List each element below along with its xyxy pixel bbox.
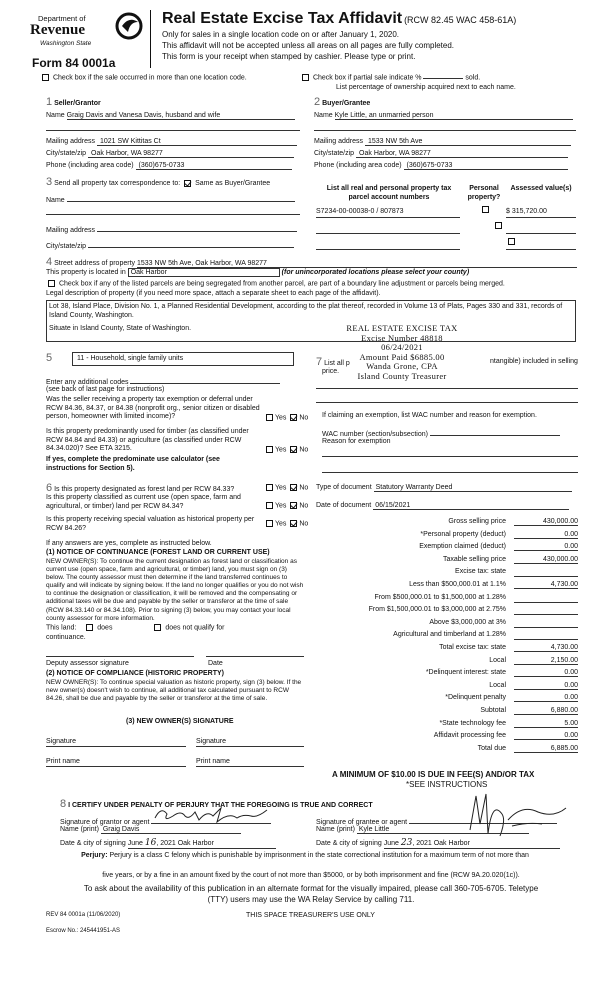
tax-row-label: Less than $500,000.01 at 1.1% xyxy=(409,581,506,588)
tax-row-value[interactable] xyxy=(514,631,578,640)
sec4-segregated-row xyxy=(46,280,586,287)
legal-description-1: Lot 38, Island Place, Division No. 1, a Planned Residential Development, according to the plat thereof, recorded in Volume 13 of Plats, Pages 330 and 331, records of Island County, Washington. xyxy=(49,303,563,319)
sec6-q2-answers xyxy=(264,502,308,509)
buyer-heading xyxy=(314,96,370,108)
doc-type-label: Type of document xyxy=(316,484,372,491)
sec7-text-a: List all p xyxy=(324,360,350,367)
grantee-date-row xyxy=(316,838,560,849)
sec6-q1-yes-label: Yes xyxy=(275,484,287,492)
partial-sale-checkbox[interactable] xyxy=(302,74,309,81)
perjury-label: Perjury: xyxy=(81,852,108,859)
tax-row-label: Total excise tax: state xyxy=(439,644,506,651)
buyer-name-field[interactable]: Kyle Little, an unmarried person xyxy=(335,112,573,120)
sec5-q1-yes-checkbox[interactable] xyxy=(266,414,273,421)
buyer-name-row xyxy=(314,112,573,120)
deputy-date-field[interactable] xyxy=(206,656,304,657)
sec4-located-row xyxy=(46,268,469,277)
tax-row xyxy=(316,581,578,591)
buyer-phone-label: Phone (including area code) xyxy=(314,162,402,169)
buyer-phone-field[interactable]: (360)675-0733 xyxy=(404,162,568,170)
revenue-text: Revenue xyxy=(30,22,85,38)
buyer-name-extra-line[interactable] xyxy=(314,130,576,131)
sec3-send-row xyxy=(46,176,270,188)
buyer-mail-field[interactable]: 1533 NW 5th Ave xyxy=(365,138,571,146)
notice1-title: (1) NOTICE OF CONTINUANCE (FOREST LAND OR CURRENT USE) xyxy=(46,549,270,556)
sec5-q2-yes-label: Yes xyxy=(275,446,287,454)
sec6-q1-answers xyxy=(264,484,308,491)
tax-row xyxy=(316,531,578,541)
seller-name-row xyxy=(46,112,300,120)
grantor-date-rest: , 2021 Oak Harbor xyxy=(156,840,214,847)
use-code-select[interactable]: 11 - Household, single family units xyxy=(72,352,294,366)
tax-row-label: From $500,000.01 to $1,500,000 at 1.28% xyxy=(374,593,506,601)
notice2-title: (2) NOTICE OF COMPLIANCE (HISTORIC PROPERTY) xyxy=(46,670,224,677)
tax-row xyxy=(316,669,578,679)
tax-row-label: From $1,500,000.01 to $3,000,000 at 2.75% xyxy=(368,606,506,614)
parcel-col-header: List all real and personal property tax parcel account numbers xyxy=(326,185,452,201)
section-4-number: 4 xyxy=(46,256,53,268)
stamp-line-2: Excise Number 48818 xyxy=(361,332,443,343)
tax-row-value[interactable]: 430,000.00 xyxy=(514,556,578,564)
tax-row-label: Above $3,000,000 at 3% xyxy=(429,618,506,626)
tax-row xyxy=(316,556,578,566)
sec5-q2-no-label: No xyxy=(299,446,309,454)
tax-row-value[interactable] xyxy=(514,594,578,603)
rev-number: REV 84 0001a (11/06/2020) xyxy=(46,912,121,918)
tax-row-label: Gross selling price xyxy=(448,518,506,525)
deputy-date-label: Date xyxy=(208,660,223,667)
tax-row-value[interactable]: 6,880.00 xyxy=(514,707,578,715)
section-6-number: 6 xyxy=(46,482,53,494)
tax-row xyxy=(316,694,578,704)
partial-sale-row xyxy=(300,74,480,81)
sec4-legal-label: Legal description of property (if you need more space, attach a separate sheet to each page of the affidavit). xyxy=(46,290,381,297)
deputy-signature-label: Deputy assessor signature xyxy=(46,660,129,667)
sec7-wac-row xyxy=(322,428,560,438)
form-rcw: (RCW 82.45 WAC 458-61A) xyxy=(404,15,517,25)
stamp-line-5: Wanda Grone, CPA xyxy=(366,361,438,371)
sec3-name-row xyxy=(46,194,295,204)
dept-of-text: Department of xyxy=(38,14,86,23)
treasurer-use-label: THIS SPACE TREASURER'S USE ONLY xyxy=(246,912,375,919)
does-label: does xyxy=(97,624,113,632)
sec3-city-row xyxy=(46,240,294,250)
tax-row-label: Agricultural and timberland at 1.28% xyxy=(393,631,506,639)
this-land-label: This land: xyxy=(46,624,77,632)
buyer-heading-text: Buyer/Grantee xyxy=(322,100,371,107)
sec6-q3-yes-checkbox[interactable] xyxy=(266,520,273,527)
new-owner-signature-1[interactable] xyxy=(46,746,186,747)
assessed-row-3[interactable] xyxy=(506,240,576,250)
sec6-q3-answers xyxy=(264,520,308,527)
sec3-name-field[interactable] xyxy=(67,194,295,202)
multi-location-row xyxy=(40,74,247,81)
sec7-row xyxy=(316,356,350,368)
tax-row-value[interactable]: 4,730.00 xyxy=(514,581,578,589)
grantor-sig-label: Signature of grantor or agent xyxy=(60,819,150,826)
seller-heading-text: Seller/Grantor xyxy=(54,100,101,107)
sec5-codes-row xyxy=(46,376,280,386)
sec6-if-yes: If any answers are yes, complete as instructed below. xyxy=(46,540,212,547)
form-id: Form 84 0001a xyxy=(32,56,116,70)
section-3-number: 3 xyxy=(46,176,53,188)
new-owner-print-2[interactable] xyxy=(196,766,304,767)
sec3-mail-row xyxy=(46,224,297,234)
buyer-mail-label: Mailing address xyxy=(314,138,364,145)
tax-row xyxy=(316,682,578,692)
sec3-name-extra-line[interactable] xyxy=(46,214,300,215)
header-sub-2: This affidavit will not be accepted unless all areas on all pages are fully completed. xyxy=(162,41,455,50)
sec5-q2-note: If yes, complete the predominate use calculator (see instructions for Section 5). xyxy=(46,456,220,472)
tax-row xyxy=(316,720,578,730)
grantor-name-field[interactable]: Graig Davis xyxy=(101,826,241,834)
sec6-q2-yes-checkbox[interactable] xyxy=(266,502,273,509)
sec4-segregated-label: Check box if any of the listed parcels are being segregated from another parcel, are part of a boundary line adjustment or parcels being merged. xyxy=(58,280,505,288)
sec5-q2: Is this property predominantly used for timber (as classified under RCW 84.84 and 84.33) or agriculture (as classified under RCW 84.34.020)? See ETA 3215. xyxy=(46,428,249,452)
assessed-row-1[interactable]: $ 315,720.00 xyxy=(506,208,576,218)
grantor-signature-image xyxy=(151,804,271,826)
wac-number-field[interactable] xyxy=(430,428,560,436)
buyer-city-field[interactable]: Oak Harbor, WA 98277 xyxy=(356,150,568,158)
section-2-number: 2 xyxy=(314,96,321,108)
sec3-mail-label: Mailing address xyxy=(46,227,96,234)
tax-row-label: *Delinquent interest: state xyxy=(425,669,506,677)
sec3-city-field[interactable] xyxy=(88,240,294,248)
stamp-line-1: REAL ESTATE EXCISE TAX xyxy=(346,323,458,333)
section-5-number: 5 xyxy=(46,352,53,364)
tax-row-label: *Delinquent penalty xyxy=(445,694,506,702)
partial-list-note: List percentage of ownership acquired next to each name. xyxy=(336,84,516,91)
doc-date-label: Date of document xyxy=(316,502,372,509)
grantor-date-month: June xyxy=(127,840,143,847)
grantee-date-field[interactable] xyxy=(384,838,560,849)
perjury-row xyxy=(58,852,552,859)
sec5-q1-yes-label: Yes xyxy=(275,414,287,422)
sig-label-2: Signature xyxy=(196,738,226,745)
sec5-q2-yes-checkbox[interactable] xyxy=(266,446,273,453)
segregated-checkbox[interactable] xyxy=(48,280,55,287)
tax-row-value[interactable] xyxy=(514,606,578,615)
sec6-q3-no-label: No xyxy=(299,520,309,528)
sec4-street-label: Street address of property xyxy=(54,260,136,267)
see-instructions-note: *SEE INSTRUCTIONS xyxy=(406,780,488,789)
reason-field-2[interactable] xyxy=(322,472,578,473)
partial-percent-field[interactable] xyxy=(423,78,463,79)
sec6-q3-yes-label: Yes xyxy=(275,520,287,528)
section-7-number: 7 xyxy=(316,356,323,368)
sec6-q3: Is this property receiving special valuation as historical property per RCW 84.26? xyxy=(46,516,255,532)
partial-sale-label: Check box if partial sale indicate % xyxy=(312,74,422,82)
sec5-q1: Was the seller receiving a property tax exemption or deferral under RCW 84.36, 84.37, or 84.38 (nonprofit org., senior citizen or disabled person, homeowner with limited income)? xyxy=(46,396,260,420)
seller-name-extra-line[interactable] xyxy=(46,130,300,131)
does-not-label: does not qualify for xyxy=(165,624,225,632)
header-divider xyxy=(150,10,151,68)
doc-type-row xyxy=(316,484,572,492)
accessibility-text-2: (TTY) users may use the WA Relay Service by calling 711. xyxy=(207,895,415,904)
tax-row-label: Exemption claimed (deduct) xyxy=(419,543,506,551)
same-as-buyer-checkbox[interactable] xyxy=(184,180,191,187)
continuance-label: continuance. xyxy=(46,634,86,641)
minimum-due-note: A MINIMUM OF $10.00 IS DUE IN FEE(S) AND/OR TAX xyxy=(332,770,535,779)
sec5-q2-no-checkbox[interactable] xyxy=(290,446,297,453)
tax-row-label: Local xyxy=(489,681,506,689)
sec6-q1-no-checkbox[interactable] xyxy=(290,484,297,491)
tax-row-label: Total due xyxy=(477,744,506,752)
grantee-date-month: June xyxy=(383,840,399,847)
sec3-city-label: City/state/zip xyxy=(46,243,87,250)
sec7-exempt-label: If claiming an exemption, list WAC number and reason for exemption. xyxy=(322,412,537,419)
tax-row-label: Subtotal xyxy=(480,707,506,714)
does-qualify-checkbox[interactable] xyxy=(86,624,93,631)
header-sub-3: This form is your receipt when stamped by cashier. Please type or print. xyxy=(162,52,416,61)
tax-row-value[interactable]: 0.00 xyxy=(514,694,578,702)
grantee-name-field[interactable]: Kyle Little xyxy=(357,826,529,834)
buyer-name-label: Name xyxy=(314,112,333,119)
seller-mail-field[interactable]: 1021 SW Kittitas Ct xyxy=(97,138,297,146)
sec6-q1-no-label: No xyxy=(299,484,309,492)
assessed-col-header: Assessed value(s) xyxy=(510,185,572,192)
tax-row-value[interactable]: 6,885.00 xyxy=(514,745,578,753)
grantor-date-label: Date & city of signing xyxy=(60,840,126,847)
sec6-q1-row xyxy=(46,482,234,494)
location-select[interactable]: Oak Harbor xyxy=(128,268,280,277)
seller-phone-label: Phone (including area code) xyxy=(46,162,134,169)
grantor-date-day: 16 xyxy=(144,838,157,848)
sec6-q1-yes-checkbox[interactable] xyxy=(266,484,273,491)
sec3-name-label: Name xyxy=(46,197,65,204)
seller-phone-row xyxy=(46,162,292,170)
seller-mail-row xyxy=(46,138,297,146)
tax-row xyxy=(316,518,578,528)
tax-row-value[interactable]: 0.00 xyxy=(514,669,578,677)
multi-location-checkbox[interactable] xyxy=(42,74,49,81)
seller-name-label: Name xyxy=(46,112,65,119)
multi-location-label: Check box if the sale occurred in more than one location code. xyxy=(52,74,247,82)
sec3-send-label: Send all property tax correspondence to: xyxy=(54,180,181,187)
sec4-street-row xyxy=(46,256,577,268)
legal-description-2: Situate in Island County, State of Washington. xyxy=(49,325,192,332)
tax-row-value[interactable]: 430,000.00 xyxy=(514,518,578,526)
tax-row xyxy=(316,619,578,629)
tax-row xyxy=(316,644,578,654)
seller-city-field[interactable]: Oak Harbor, WA 98277 xyxy=(88,150,294,158)
new-owner-signature-2[interactable] xyxy=(196,746,304,747)
dor-swirl-logo-icon xyxy=(114,12,144,40)
grantor-name-label: Name (print) xyxy=(60,826,99,833)
tax-row-value[interactable]: 0.00 xyxy=(514,543,578,551)
sec7-text-b: ntangible) included in selling xyxy=(490,358,578,365)
sec7-text-c: price. xyxy=(322,368,340,375)
grantee-name-row xyxy=(316,826,529,834)
wa-state-text: Washington State xyxy=(40,40,92,47)
doc-date-row xyxy=(316,502,569,510)
perjury-text-1: Perjury is a class C felony which is punishable by imprisonment in the state correctional institution for a maximum term of not more than xyxy=(109,852,529,859)
tax-row xyxy=(316,745,578,755)
tax-row-value[interactable]: 0.00 xyxy=(514,732,578,740)
tax-row xyxy=(316,631,578,641)
tax-row-label: *Personal property (deduct) xyxy=(420,530,506,538)
header-sub-1: Only for sales in a single location code on or after January 1, 2020. xyxy=(162,30,400,39)
sig-label-1: Signature xyxy=(46,738,76,745)
partial-sold-label: sold. xyxy=(465,74,481,82)
legal-description-box[interactable] xyxy=(46,300,576,342)
grantee-sig-label: Signature of grantee or agent xyxy=(316,819,408,826)
assessed-row-2[interactable] xyxy=(506,224,576,234)
buyer-city-label: City/state/zip xyxy=(314,150,355,157)
tax-row xyxy=(316,732,578,742)
sec6-q1: Is this property designated as forest land per RCW 84.33? xyxy=(54,486,235,493)
stamp-line-3: 06/24/2021 xyxy=(381,342,423,352)
sec4-located-note: (for unincorporated locations please select your county) xyxy=(281,269,470,276)
notice3-title: (3) NEW OWNER(S) SIGNATURE xyxy=(126,718,234,725)
tax-row xyxy=(316,543,578,553)
tax-row-value[interactable] xyxy=(514,619,578,628)
seller-mail-label: Mailing address xyxy=(46,138,96,145)
tax-row-value[interactable] xyxy=(514,568,578,577)
sec4-located-label: This property is located in xyxy=(46,269,126,276)
sec6-q2-no-checkbox[interactable] xyxy=(290,502,297,509)
grantor-date-row xyxy=(60,838,276,849)
grantor-sig-row xyxy=(60,814,271,826)
tax-row-label: *State technology fee xyxy=(439,719,506,727)
form-title: Real Estate Excise Tax Affidavit xyxy=(162,10,403,27)
tax-row xyxy=(316,707,578,717)
notice1-body: NEW OWNER(S): To continue the current designation as forest land or classification as current use (open space, farm and agricultural, or timber) land, you must sign on (3) below. The county assessor must then determine if the land transferred continues to qualify and will indicate by signing below. If the land no longer qualifies or you do not wish to continue the designation or classification, it will be removed and the compensating or additional taxes will be due and payable by the seller or transferor at the time of sale (RCW 84.33.140 or 84.34.108). Prior to signing (3) below, you may contact your local county assessor for more information. xyxy=(46,558,304,622)
deputy-signature-field[interactable] xyxy=(46,656,194,657)
tax-row xyxy=(316,594,578,604)
qualify-row xyxy=(46,624,225,631)
sec7-property-line-2[interactable] xyxy=(316,402,578,403)
dor-logo xyxy=(30,10,152,56)
new-owner-print-1[interactable] xyxy=(46,766,186,767)
treasurer-stamp xyxy=(316,324,488,381)
notice2-body: NEW OWNER(S): To continue special valuation as historic property, sign (3) below. If the new owner(s) doesn't wish to continue, all additional tax calculated pursuant to RCW 84.26, shall be due and payable by the seller or transferor at the time of sale. xyxy=(46,679,302,703)
sec5-codes-label: Enter any additional codes xyxy=(46,379,129,386)
same-as-buyer-label: Same as Buyer/Grantee xyxy=(195,180,271,187)
grantee-date-rest: , 2021 Oak Harbor xyxy=(412,840,470,847)
tax-row-value[interactable]: 0.00 xyxy=(514,531,578,539)
personal-checkbox-1[interactable] xyxy=(482,206,489,213)
perjury-text-2: five years, or by a fine in an amount fixed by the court of not more than $5000, or by both imprisonment and fine (RCW 9A.20.020(1c)). xyxy=(102,872,520,879)
does-not-qualify-checkbox[interactable] xyxy=(154,624,161,631)
form-title-block xyxy=(162,10,516,28)
buyer-city-row xyxy=(314,150,568,158)
sec5-q1-answers xyxy=(264,414,308,421)
tax-row-label: Local xyxy=(489,656,506,664)
tax-row-value[interactable]: 2,150.00 xyxy=(514,657,578,665)
personal-col-header: Personal property? xyxy=(467,185,501,201)
seller-city-row xyxy=(46,150,294,158)
accessibility-text-1: To ask about the availability of this publication in an alternate format for the visually impaired, please call 360-705-6705. Teletype xyxy=(83,884,539,893)
sec7-property-line-1[interactable] xyxy=(316,388,578,389)
parcel-row-1[interactable]: S7234-00-00038-0 / 807873 xyxy=(316,208,460,218)
personal-checkbox-2[interactable] xyxy=(495,222,502,229)
sec5-q1-no-label: No xyxy=(299,414,309,422)
parcel-row-3[interactable] xyxy=(316,240,460,250)
grantor-name-row xyxy=(60,826,241,834)
sec6-q2: Is this property classified as current use (open space, farm and agricultural, or timber) land per RCW 84.34? xyxy=(46,494,241,510)
section-8-number: 8 xyxy=(60,798,67,810)
sec6-q2-yes-label: Yes xyxy=(275,502,287,510)
tax-row-label: Taxable selling price xyxy=(442,555,506,563)
print-label-2: Print name xyxy=(196,758,230,765)
tax-row xyxy=(316,606,578,616)
seller-heading xyxy=(46,96,101,108)
grantee-date-label: Date & city of signing xyxy=(316,840,382,847)
sec4-street-field[interactable]: 1533 NW 5th Ave, Oak Harbor, WA 98277 xyxy=(137,260,577,268)
sec5-codes-note: (see back of last page for instructions) xyxy=(46,386,165,393)
sec6-q3-no-checkbox[interactable] xyxy=(290,520,297,527)
sec7-wac-label: WAC number (section/subsection) xyxy=(322,431,428,438)
tax-row-value[interactable]: 5.00 xyxy=(514,720,578,728)
buyer-phone-row xyxy=(314,162,568,170)
additional-codes-field[interactable] xyxy=(130,376,280,384)
tax-row-value[interactable]: 0.00 xyxy=(514,682,578,690)
certify-text: I CERTIFY UNDER PENALTY OF PERJURY THAT THE FOREGOING IS TRUE AND CORRECT xyxy=(68,802,373,809)
print-label-1: Print name xyxy=(46,758,80,765)
tax-row-label: Affidavit processing fee xyxy=(433,732,506,740)
doc-type-field[interactable]: Statutory Warranty Deed xyxy=(374,484,572,492)
section-1-number: 1 xyxy=(46,96,53,108)
seller-phone-field[interactable]: (360)675-0733 xyxy=(136,162,292,170)
tax-row-value[interactable]: 4,730.00 xyxy=(514,644,578,652)
tax-row xyxy=(316,657,578,667)
seller-city-label: City/state/zip xyxy=(46,150,87,157)
grantor-date-field[interactable] xyxy=(128,838,276,849)
buyer-mail-row xyxy=(314,138,571,146)
escrow-number: Escrow No.: 245441951-AS xyxy=(46,928,121,934)
parcel-row-2[interactable] xyxy=(316,224,460,234)
doc-date-field[interactable]: 06/15/2021 xyxy=(373,502,569,510)
grantee-name-label: Name (print) xyxy=(316,826,355,833)
reason-field-1[interactable] xyxy=(322,456,578,457)
sec5-q1-no-checkbox[interactable] xyxy=(290,414,297,421)
tax-row xyxy=(316,568,578,578)
seller-name-field[interactable]: Graig Davis and Vanesa Davis, husband and wife xyxy=(67,112,295,120)
sec7-reason-label: Reason for exemption xyxy=(322,438,391,445)
sec5-q2-answers xyxy=(264,446,308,453)
stamp-line-6: Island County Treasurer xyxy=(357,370,447,381)
grantee-date-day: 23 xyxy=(400,838,413,848)
sec3-mail-field[interactable] xyxy=(97,224,297,232)
grantor-signature-field[interactable] xyxy=(151,814,271,824)
stamp-line-4: Amount Paid $6885.00 xyxy=(359,351,445,362)
tax-row-label: Excise tax: state xyxy=(455,568,506,576)
sec6-q2-no-label: No xyxy=(299,502,309,510)
